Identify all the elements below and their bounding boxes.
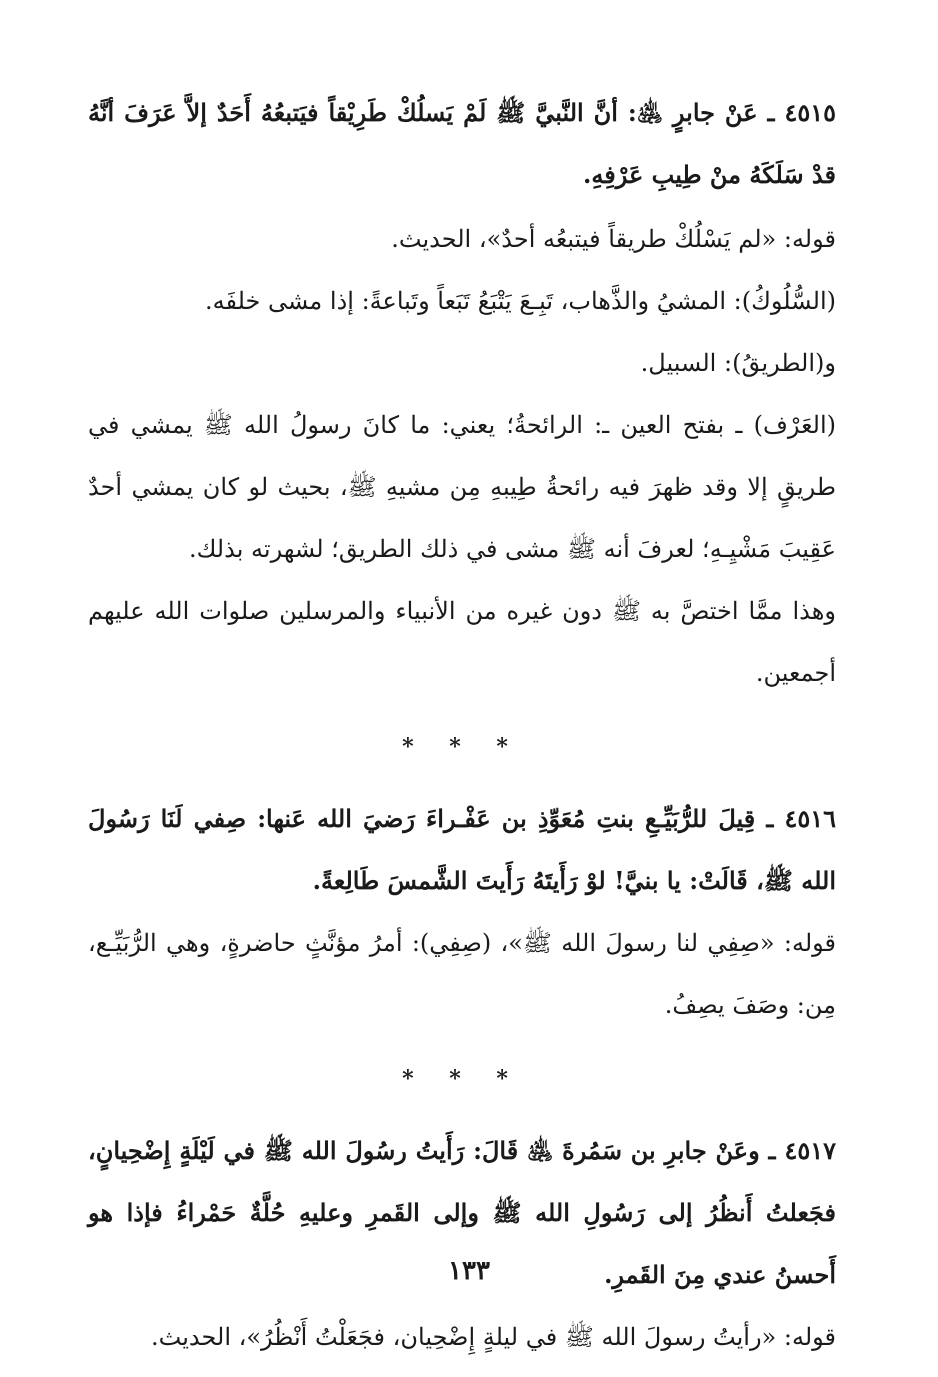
hadith-4516: ٤٥١٦ ـ قِيلَ للرُّبَيِّـعِ بنتِ مُعَوِّذِ بن عَفْـراءَ رَضيَ الله عَنها: صِفي لَنَا رَسُولَ الله ﷺ، قَالَتْ: يا بنيَّ! لوْ رَأَيتَهُ رَأَيتَ الشَّمسَ طَالِعةً. [88, 804, 836, 895]
section-separator: * * * [402, 1066, 522, 1092]
page-body [88, 82, 836, 1368]
commentary-4515-tariq: و(الطريقُ): السبيل. [640, 349, 836, 377]
hadith-4515: ٤٥١٥ ـ عَنْ جابرٍ ﵁: أنَّ النَّبيَّ ﷺ لَمْ يَسلُكْ طَرِيْقاً فيَتبعُهُ أَحَدٌ إلاَّ عَرَفَ أنَّهُ قدْ سَلَكَهُ منْ طِيبِ عَرْفِهِ. [88, 98, 836, 189]
section-separator: * * * [402, 734, 522, 760]
commentary-4517-quote: قوله: «رأيتُ رسولَ الله ﷺ في ليلةٍ إِضْحِيان، فجَعَلْتُ أَنْظُرُ»، الحديث. [151, 1323, 836, 1351]
hadith-4517: ٤٥١٧ ـ وعَنْ جابرِ بن سَمُرةَ ﵁ قَالَ: رَأَيتُ رسُولَ الله ﷺ في لَيْلَةٍ إِضْحِيانٍ، فجَعلتُ أَنظُرُ إلى رَسُولِ الله ﷺ وإلى القَمرِ وعليهِ حُلَّةٌ حَمْراءُ فإذا هو أَحسنُ عندي مِنَ القَمرِ. [88, 1136, 836, 1289]
page-number: ١٣٣ [448, 1256, 490, 1286]
commentary-4515-arf: (العَرْف) ـ بفتح العين ـ: الرائحةُ؛ يعني: ما كانَ رسولُ الله ﷺ يمشي في طريقٍ إلا وقد ظهرَ فيه رائحةُ طِيبهِ مِن مشيهِ ﷺ، بحيث لو كان يمشي أحدٌ عَقِيبَ مَشْيِـهِ؛ لعرفَ أنه ﷺ مشى في ذلك الطريق؛ لشهرته بذلك. [88, 411, 836, 563]
commentary-4515-suluk: (السُّلُوكُ): المشيُ والذَّهاب، تَبِـعَ يَتْبَعُ تَبَعاً وتَباعةً: إذا مشى خلفَه. [204, 287, 836, 315]
commentary-4516-quote: قوله: «صِفِي لنا رسولَ الله ﷺ»، (صِفِي): أمرُ مؤنَّثٍ حاضرةٍ، وهي الرُّبَيِّـع، مِن: وصَفَ يصِفُ. [88, 929, 837, 1019]
commentary-4515-closing: وهذا ممَّا اختصَّ به ﷺ دون غيره من الأنبياء والمرسلين صلوات الله عليهم أجمعين. [88, 597, 836, 687]
commentary-4515-quote: قوله: «لم يَسْلُكْ طريقاً فيتبعُه أحدٌ»، الحديث. [391, 225, 836, 253]
